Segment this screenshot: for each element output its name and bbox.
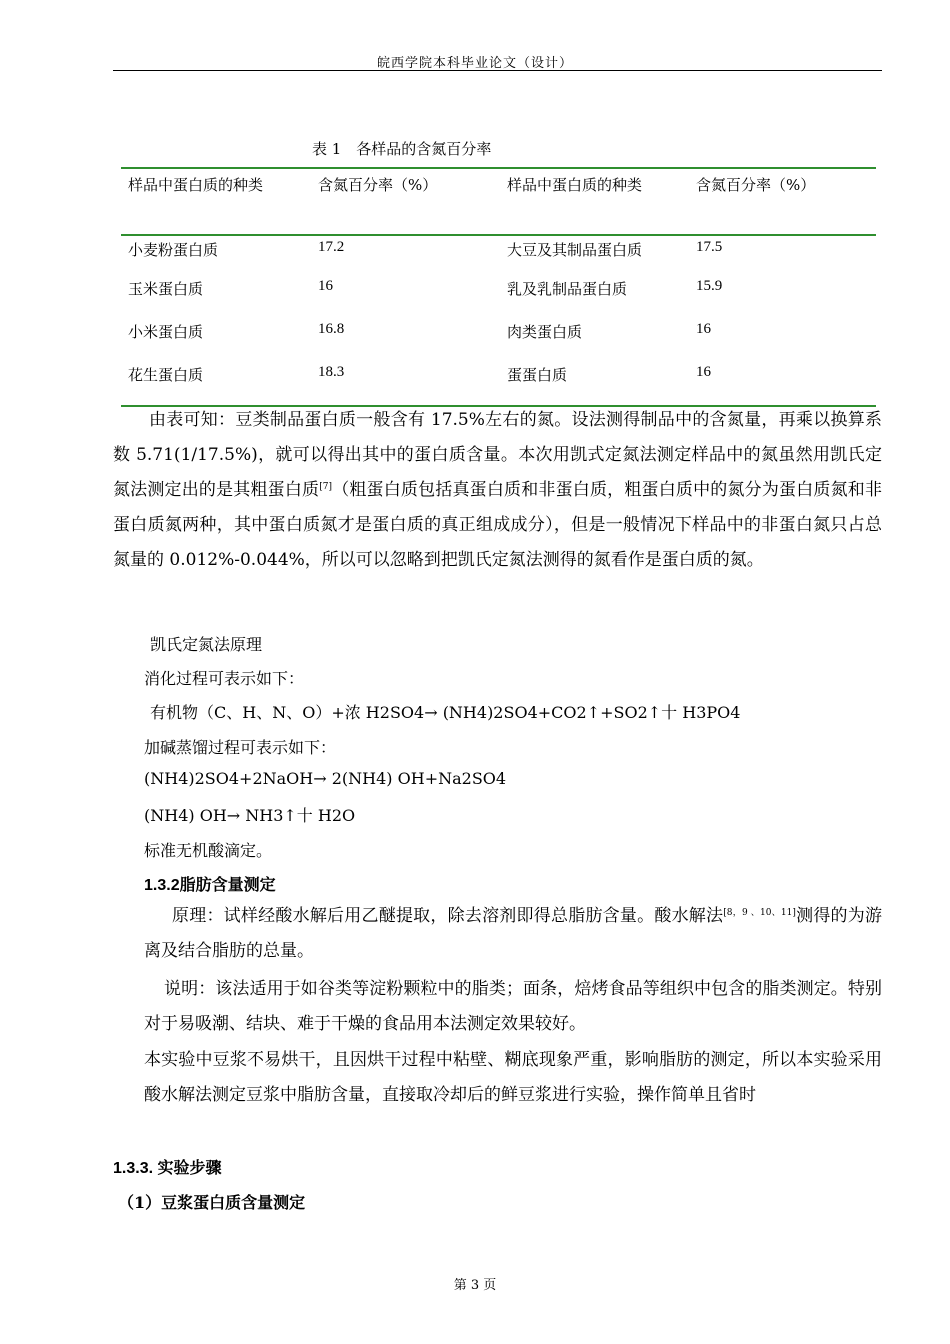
heading-number: 1.3.3.: [113, 1160, 154, 1177]
table-cell: 大豆及其制品蛋白质: [507, 241, 643, 259]
table-cell: 乳及乳制品蛋白质: [507, 280, 628, 298]
citation-ref: [7]: [319, 482, 332, 492]
table-caption: 表 1 各样品的含氮百分率: [312, 140, 492, 158]
table-header-cell: 样品中蛋白质的种类: [507, 176, 643, 194]
body-paragraph: [144, 899, 882, 969]
table-cell: 肉类蛋白质: [507, 323, 583, 341]
table-header-cell: 样品中蛋白质的种类: [128, 176, 264, 194]
subsection-heading: [118, 1190, 305, 1213]
table-cell: 18.3: [318, 364, 345, 380]
table-header-rule: [121, 234, 876, 236]
paragraph-text: 由表可知：豆类制品蛋白质一般含有 17.5%左右的氮。设法测得制品中的含氮量，再乘以换算系数 5.71(1/17.5%)，就可以得出其中的蛋白质含量。本次用凯式定氮法测定样品中的氮虽然用凯氏定氮法测定出的是其粗蛋白质: [113, 410, 882, 500]
text-line: 消化过程可表示如下：: [144, 669, 305, 688]
body-paragraph: 说明：该法适用于如谷类等淀粉颗粒中的脂类；面条，焙烤食品等组织中包含的脂类测定。特别对于易吸潮、结块、难于干燥的食品用本法测定效果较好。: [144, 979, 882, 1034]
table-header-cell: 含氮百分率（%）: [696, 176, 816, 194]
citation-ref: [8，9 、10、11]: [723, 908, 796, 918]
header-rule: [113, 70, 882, 71]
table-header-cell: 含氮百分率（%）: [318, 176, 438, 194]
paragraph-text: （粗蛋白质包括真蛋白质和非蛋白质，粗蛋白质中的氮分为蛋白质氮和非蛋白质氮两种，其中蛋白质氮才是蛋白质的真正组成成分），但是一般情况下样品中的非蛋白氮只占总氮量的 0.012%-0.044%，所以可以忽略到把凯氏定氮法测得的氮看作是蛋白质的氮。: [113, 480, 882, 570]
table-cell: 16: [696, 364, 711, 380]
subheading-text: （1）豆浆蛋白质含量测定: [118, 1193, 306, 1212]
heading-text: 脂肪含量测定: [179, 875, 276, 894]
section-label: 凯氏定氮法原理: [150, 635, 263, 654]
text-line: 加碱蒸馏过程可表示如下：: [144, 738, 337, 757]
table-cell: 玉米蛋白质: [128, 280, 204, 298]
page-header: 皖西学院本科毕业论文（设计）: [376, 56, 573, 71]
table-cell: 16.8: [318, 321, 345, 337]
paragraph-text: 测得的为游离及结合脂肪的总量。: [144, 906, 883, 961]
equation-line: (NH4) OH→ NH3↑十 H2O: [144, 806, 356, 825]
page-number: 第 3 页: [453, 1278, 497, 1293]
table-cell: 小麦粉蛋白质: [128, 241, 219, 259]
table-cell: 小米蛋白质: [128, 323, 204, 341]
table-cell: 16: [318, 278, 333, 294]
table-cell: 15.9: [696, 278, 723, 294]
paragraph-text: 原理：试样经酸水解后用乙醚提取，除去溶剂即得总脂肪含量。酸水解法: [172, 906, 724, 926]
table-top-rule: [121, 167, 876, 169]
text-line: 标准无机酸滴定。: [144, 841, 273, 860]
body-paragraph: [113, 403, 882, 578]
equation-line: (NH4)2SO4+2NaOH→ 2(NH4) OH+Na2SO4: [144, 769, 507, 788]
table-cell: 花生蛋白质: [128, 366, 204, 384]
table-cell: 17.2: [318, 239, 345, 255]
body-paragraph: 本实验中豆浆不易烘干，且因烘干过程中粘壁、糊底现象严重，影响脂肪的测定，所以本实验采用酸水解法测定豆浆中脂肪含量，直接取冷却后的鲜豆浆进行实验，操作简单且省时: [144, 1050, 882, 1105]
section-heading: [144, 872, 276, 895]
equation-line: 有机物（C、H、N、O）+浓 H2SO4→ (NH4)2SO4+CO2↑+SO2↑十 H3PO4: [150, 703, 741, 722]
table-cell: 17.5: [696, 239, 723, 255]
table-cell: 蛋蛋白质: [507, 366, 568, 384]
heading-number: 1.3.2: [144, 877, 180, 894]
table-cell: 16: [696, 321, 711, 337]
heading-text: 实验步骤: [157, 1158, 222, 1177]
section-heading: [113, 1155, 222, 1178]
